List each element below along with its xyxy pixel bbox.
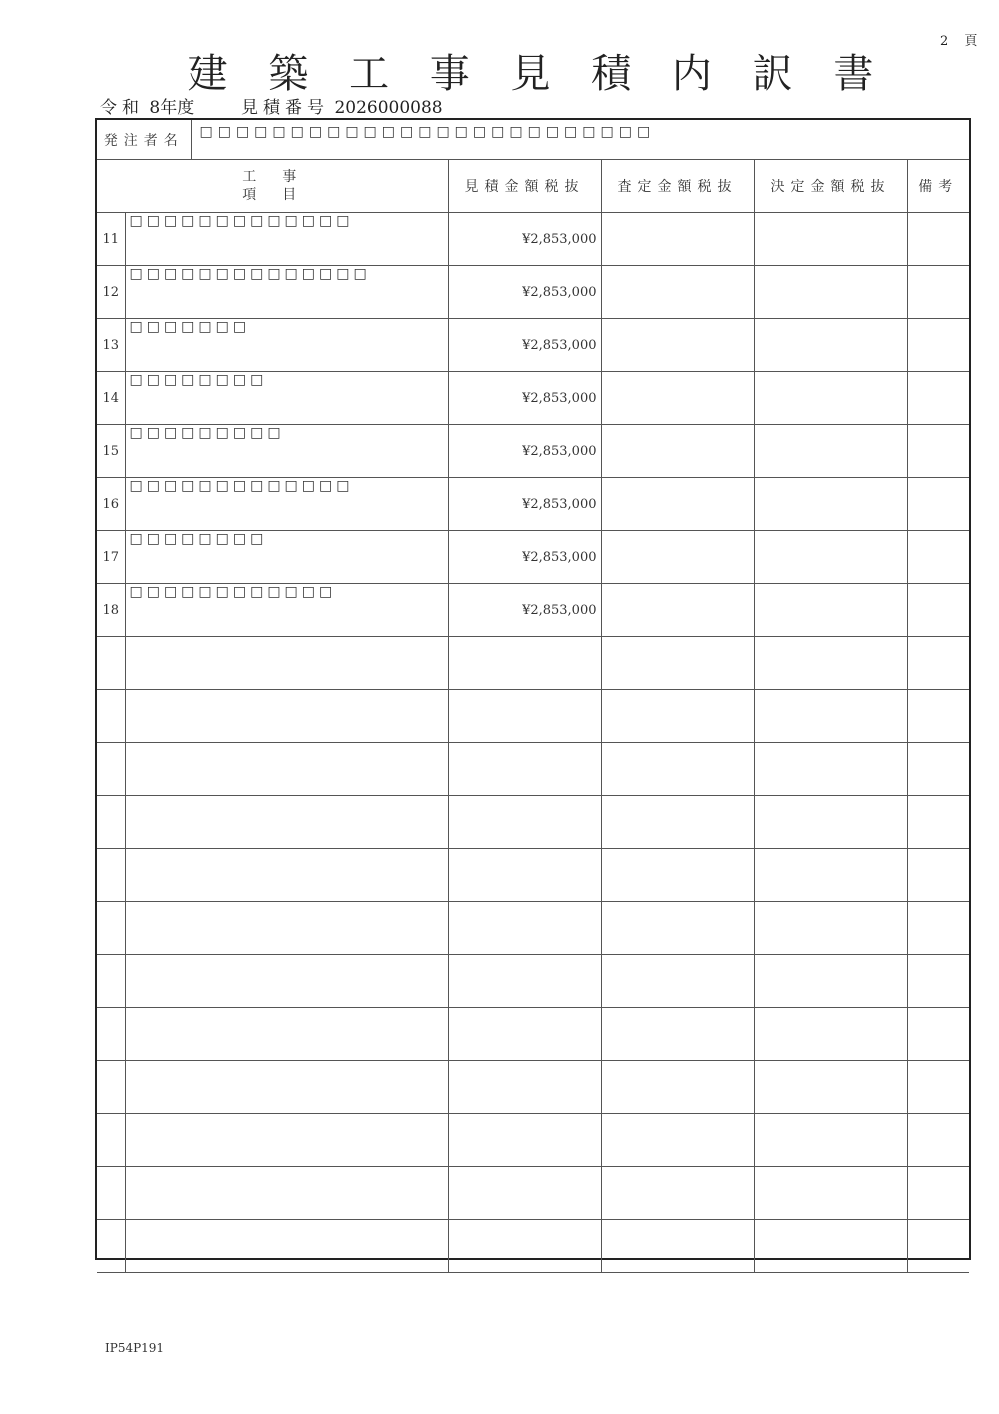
row-amount (448, 1061, 601, 1114)
row-amount (448, 849, 601, 902)
header-decided: 決定金額税抜 (754, 160, 907, 213)
row-number: 14 (97, 372, 125, 425)
row-note (907, 796, 969, 849)
table-row-empty (97, 1220, 969, 1273)
row-item-name (125, 1061, 448, 1114)
table-row-empty (97, 743, 969, 796)
row-amount: ¥2,853,000 (448, 372, 601, 425)
table-row (97, 319, 969, 372)
row-assessed (601, 478, 754, 531)
row-assessed (601, 1114, 754, 1167)
row-decided (754, 1167, 907, 1220)
row-note (907, 372, 969, 425)
estimate-table-frame (95, 118, 971, 1260)
row-decided (754, 319, 907, 372)
row-number: 13 (97, 319, 125, 372)
row-decided (754, 1061, 907, 1114)
table-row-empty (97, 849, 969, 902)
row-assessed (601, 690, 754, 743)
row-number (97, 1220, 125, 1273)
row-assessed (601, 531, 754, 584)
row-amount (448, 1167, 601, 1220)
row-item-name (125, 1220, 448, 1273)
row-decided (754, 531, 907, 584)
row-number (97, 1061, 125, 1114)
row-note (907, 319, 969, 372)
row-note (907, 1061, 969, 1114)
header-item-top: 工 事 (242, 169, 303, 185)
row-item-name: □□□□□□□□□ (125, 425, 448, 478)
header-item-bottom: 項 目 (242, 187, 303, 203)
header-amount: 見積金額税抜 (448, 160, 601, 213)
row-note (907, 213, 969, 266)
row-number: 11 (97, 213, 125, 266)
row-note (907, 743, 969, 796)
row-note (907, 584, 969, 637)
row-assessed (601, 637, 754, 690)
row-assessed (601, 743, 754, 796)
row-number: 15 (97, 425, 125, 478)
row-decided (754, 955, 907, 1008)
row-amount (448, 1220, 601, 1273)
row-item-name (125, 1008, 448, 1061)
row-item-name: □□□□□□□ (125, 319, 448, 372)
row-decided (754, 425, 907, 478)
row-assessed (601, 1167, 754, 1220)
row-amount (448, 902, 601, 955)
table-row (97, 531, 969, 584)
table-row (97, 266, 969, 319)
table-row (97, 584, 969, 637)
row-note (907, 637, 969, 690)
row-number (97, 690, 125, 743)
row-item-name (125, 796, 448, 849)
row-decided (754, 1220, 907, 1273)
table-row-empty (97, 1114, 969, 1167)
table-row-empty (97, 1008, 969, 1061)
table-row (97, 213, 969, 266)
period-value: 8年度 (149, 98, 195, 118)
row-note (907, 902, 969, 955)
row-amount: ¥2,853,000 (448, 319, 601, 372)
row-decided (754, 213, 907, 266)
row-assessed (601, 266, 754, 319)
row-number: 12 (97, 266, 125, 319)
header-item (97, 160, 448, 213)
row-assessed (601, 796, 754, 849)
row-amount: ¥2,853,000 (448, 478, 601, 531)
row-number (97, 902, 125, 955)
row-decided (754, 1008, 907, 1061)
row-number (97, 1114, 125, 1167)
row-decided (754, 902, 907, 955)
customer-value: □□□□□□□□□□□□□□□□□□□□□□□□□ (191, 120, 969, 160)
row-item-name (125, 1167, 448, 1220)
estimate-table (97, 120, 969, 1273)
row-decided (754, 584, 907, 637)
row-item-name (125, 690, 448, 743)
row-decided (754, 266, 907, 319)
period-label: 令和 (100, 98, 144, 118)
row-assessed (601, 902, 754, 955)
number-label: 見積番号 (241, 98, 330, 118)
row-item-name (125, 902, 448, 955)
header-assessed: 査定金額税抜 (601, 160, 754, 213)
row-note (907, 266, 969, 319)
table-row-empty (97, 1167, 969, 1220)
page-number: 2 頁 (940, 34, 984, 49)
row-decided (754, 478, 907, 531)
row-note (907, 1167, 969, 1220)
table-row-empty (97, 902, 969, 955)
row-item-name: □□□□□□□□□□□□□□ (125, 266, 448, 319)
row-note (907, 690, 969, 743)
row-number: 16 (97, 478, 125, 531)
row-item-name: □□□□□□□□□□□□□ (125, 213, 448, 266)
row-decided (754, 1114, 907, 1167)
row-decided (754, 372, 907, 425)
row-amount: ¥2,853,000 (448, 584, 601, 637)
customer-row (97, 120, 969, 160)
row-assessed (601, 372, 754, 425)
row-note (907, 955, 969, 1008)
row-item-name (125, 637, 448, 690)
header-note: 備考 (907, 160, 969, 213)
row-number (97, 637, 125, 690)
row-item-name (125, 955, 448, 1008)
row-item-name: □□□□□□□□□□□□ (125, 584, 448, 637)
table-row (97, 478, 969, 531)
row-amount (448, 796, 601, 849)
table-row (97, 372, 969, 425)
row-number (97, 1167, 125, 1220)
row-assessed (601, 849, 754, 902)
row-assessed (601, 319, 754, 372)
number-value: 2026000088 (334, 98, 443, 118)
row-amount: ¥2,853,000 (448, 213, 601, 266)
customer-label: 発注者名 (97, 120, 191, 160)
row-amount: ¥2,853,000 (448, 266, 601, 319)
row-number (97, 955, 125, 1008)
row-assessed (601, 425, 754, 478)
row-assessed (601, 1008, 754, 1061)
row-assessed (601, 584, 754, 637)
table-row-empty (97, 1061, 969, 1114)
row-amount (448, 1114, 601, 1167)
row-note (907, 1114, 969, 1167)
row-amount (448, 743, 601, 796)
row-amount (448, 955, 601, 1008)
row-item-name: □□□□□□□□ (125, 372, 448, 425)
row-item-name (125, 849, 448, 902)
row-decided (754, 637, 907, 690)
row-decided (754, 796, 907, 849)
row-decided (754, 690, 907, 743)
row-assessed (601, 1061, 754, 1114)
table-row-empty (97, 637, 969, 690)
row-note (907, 849, 969, 902)
row-amount (448, 690, 601, 743)
row-note (907, 531, 969, 584)
row-amount (448, 1008, 601, 1061)
table-row-empty (97, 690, 969, 743)
row-note (907, 1220, 969, 1273)
document-title: 建 築 工 事 見 積 内 訳 書 (187, 51, 888, 97)
row-note (907, 478, 969, 531)
row-item-name: □□□□□□□□□□□□□ (125, 478, 448, 531)
row-note (907, 425, 969, 478)
row-note (907, 1008, 969, 1061)
table-row-empty (97, 796, 969, 849)
row-number (97, 849, 125, 902)
row-number (97, 796, 125, 849)
table-row (97, 425, 969, 478)
row-decided (754, 743, 907, 796)
row-item-name: □□□□□□□□ (125, 531, 448, 584)
row-assessed (601, 213, 754, 266)
row-number: 18 (97, 584, 125, 637)
table-row-empty (97, 955, 969, 1008)
form-code: IP54P191 (105, 1341, 165, 1355)
row-number: 17 (97, 531, 125, 584)
row-item-name (125, 743, 448, 796)
row-number (97, 743, 125, 796)
row-amount (448, 637, 601, 690)
row-amount: ¥2,853,000 (448, 425, 601, 478)
row-amount: ¥2,853,000 (448, 531, 601, 584)
row-assessed (601, 955, 754, 1008)
document-subheader (100, 93, 443, 118)
row-decided (754, 849, 907, 902)
table-header-row (97, 160, 969, 213)
row-item-name (125, 1114, 448, 1167)
row-number (97, 1008, 125, 1061)
row-assessed (601, 1220, 754, 1273)
